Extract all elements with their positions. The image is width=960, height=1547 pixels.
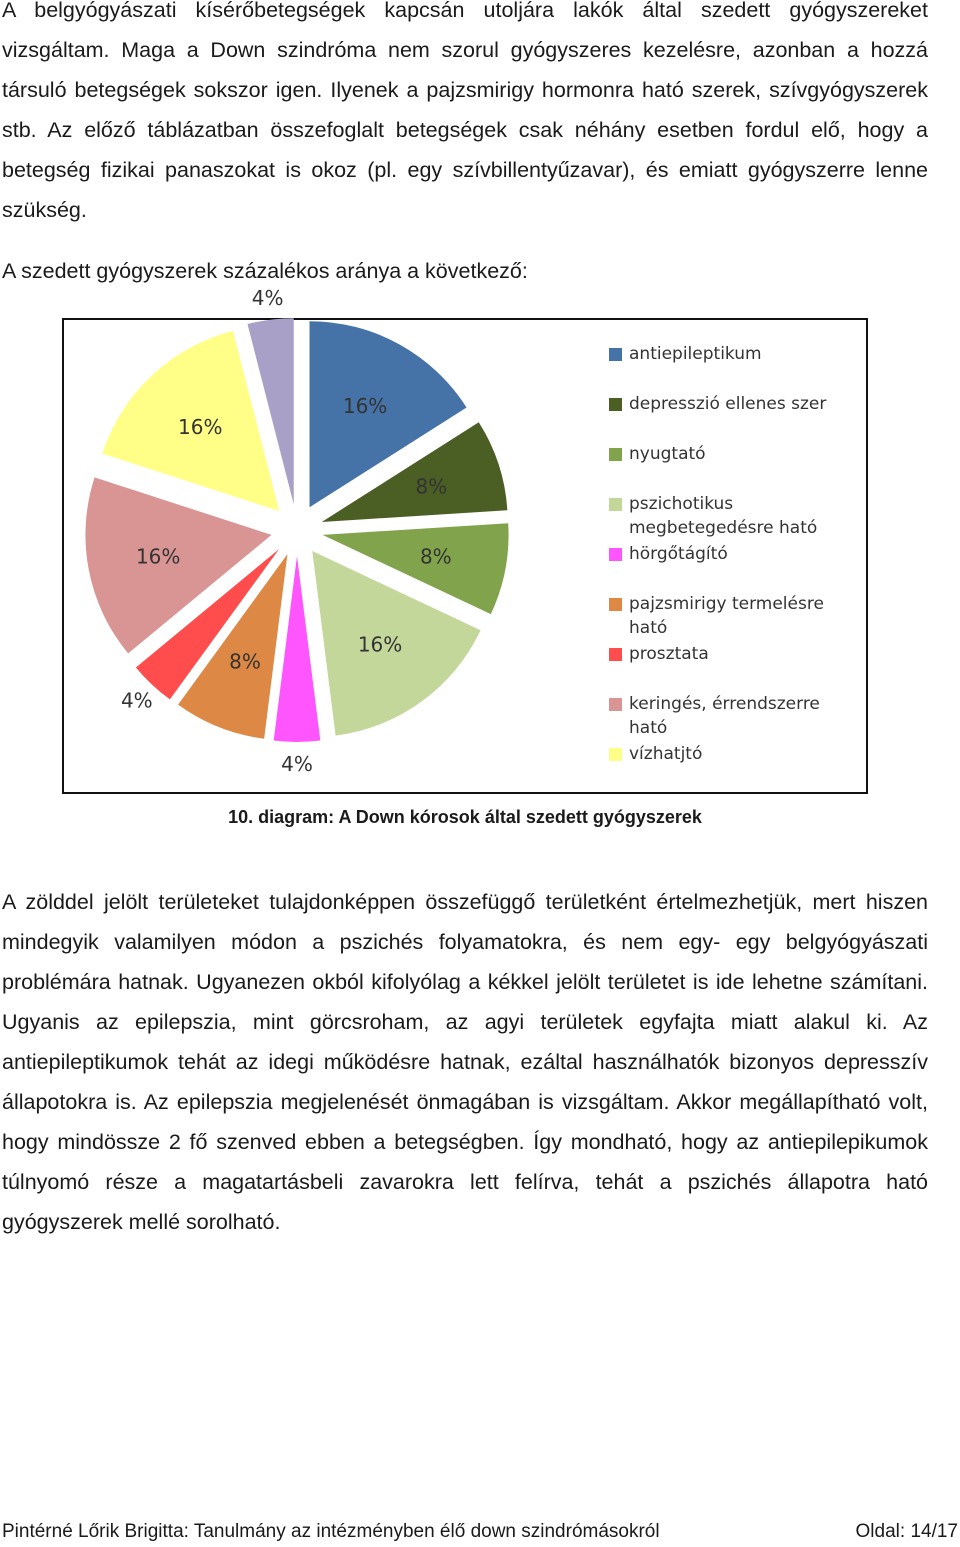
- intro-paragraph: A belgyógyászati kísérőbetegségek kapcsán utoljára lakók által szedett gyógyszereket vizsgáltam. Maga a Down szindróma nem szorul gyógyszeres kezelésre, azonban a hozzá társuló betegségek sokszor igen. Ilyenek a pajzsmirigy hormonra ható szerek, szívgyógyszerek stb. Az előző táblázatban összefoglalt betegségek csak néhány esetben fordul elő, hogy a betegség fizikai panaszokat is okoz (pl. egy szívbillentyűzavar), és emiatt gyógyszerre lenne szükség.: [2, 0, 928, 222]
- footer-page-label: Oldal:: [855, 1521, 911, 1542]
- chart-caption: 10. diagram: A Down kórosok által szedett gyógyszerek: [228, 807, 702, 827]
- legend-label: hörgőtágító: [629, 544, 728, 564]
- footer-page-number: [856, 1519, 958, 1545]
- analysis-paragraph: A zölddel jelölt területeket tulajdonképpen összefüggő területként értelmezhetjük, mert hiszen mindegyik valamilyen módon a pszichés folyamatokra, és nem egy- egy belgyógyászati problémára hatnak. Ugyanezen okból kifolyólag a kékkel jelölt területet is ide lehetne számítani. Ugyanis az epilepszia, mint görcsroham, az agyi területek egyfajta miatt alakul ki. Az antiepileptikumok tehát az idegi működésre hatnak, ezáltal használhatók bizonyos depresszív állapotokra is. Az epilepszia megjelenését önmagában is vizsgáltam. Akkor megállapítható volt, hogy mindössze 2 fő szenved ebben a betegségben. Így mondható, hogy az antiepilepikumok túlnyomó része a magatartásbeli zavarokra lett felírva, tehát a pszichés állapotra ható gyógyszerek mellé sorolható.: [2, 890, 928, 1234]
- pie-slice-label: 16%: [135, 544, 181, 569]
- legend-swatch: [609, 498, 622, 511]
- legend-label: nyugtató: [629, 444, 706, 464]
- legend-swatch: [609, 448, 622, 461]
- legend-label: pszichotikus megbetegedésre ható: [629, 494, 818, 538]
- pie-slice-label: 8%: [415, 474, 448, 499]
- legend-swatch: [609, 348, 622, 361]
- legend-label: pajzsmirigy termelésre ható: [629, 594, 824, 638]
- legend-swatch: [609, 398, 622, 411]
- pie-slice-label: 8%: [229, 649, 261, 674]
- footer-page-value: 14/17: [910, 1521, 958, 1542]
- legend-label: prosztata: [629, 644, 709, 664]
- pie-slice-label: 4%: [120, 688, 153, 713]
- legend-label: keringés, érrendszerre ható: [629, 694, 820, 738]
- footer-author-title: Pintérné Lőrik Brigitta: Tanulmány az intézményben élő down szindrómásokról: [2, 1521, 660, 1542]
- pie-slice-label: 16%: [357, 632, 403, 657]
- legend-label: antiepileptikum: [629, 344, 762, 364]
- legend-swatch: [609, 748, 622, 761]
- pie-slice-label: 4%: [281, 752, 313, 776]
- pie-slice-label: 4%: [251, 285, 284, 310]
- legend-swatch: [609, 648, 622, 661]
- legend-swatch: [609, 548, 622, 561]
- pie-slice-label: 8%: [419, 544, 452, 569]
- legend-label: depresszió ellenes szer: [629, 394, 827, 414]
- legend-swatch: [609, 598, 622, 611]
- pie-slice-label: 16%: [178, 414, 223, 439]
- chart-intro-sentence: A szedett gyógyszerek százalékos aránya a következő:: [2, 259, 528, 283]
- legend-swatch: [609, 698, 622, 711]
- legend-label: vízhatjtó: [629, 744, 703, 764]
- pie-slice-label: 16%: [342, 394, 388, 419]
- pie-chart: [62, 285, 868, 794]
